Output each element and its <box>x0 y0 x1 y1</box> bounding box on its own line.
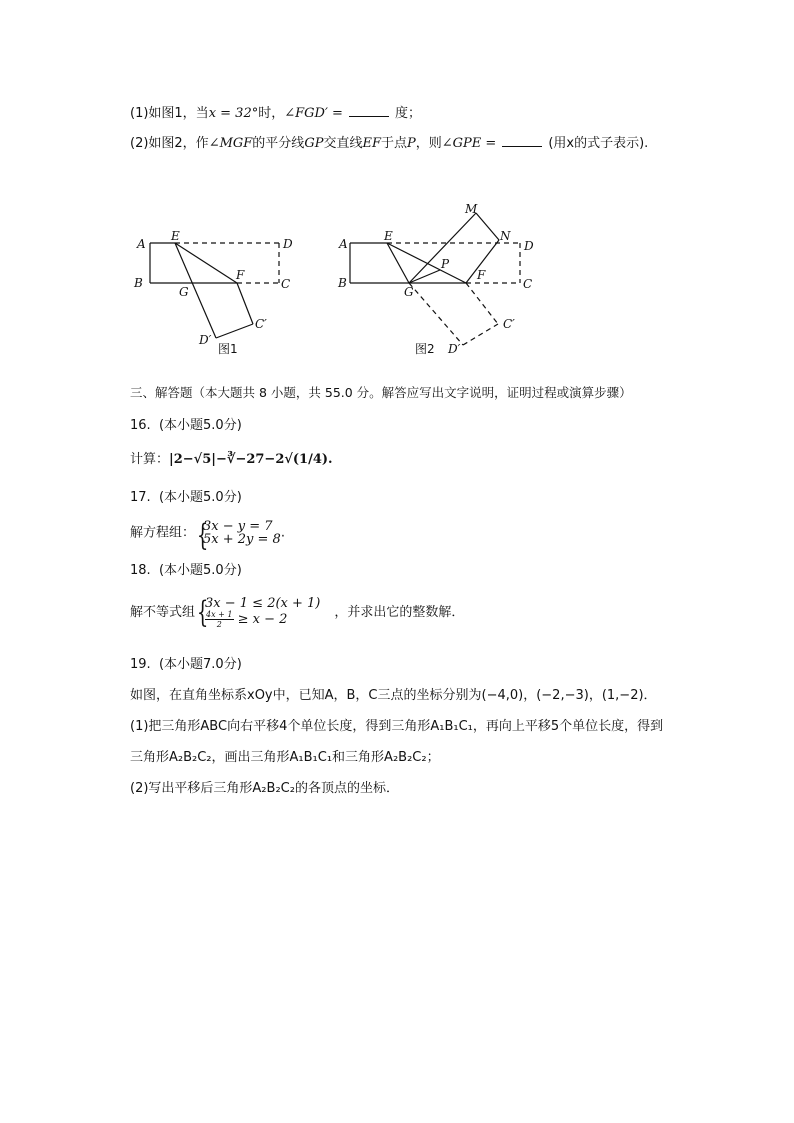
answer-blank-2[interactable] <box>502 134 542 147</box>
answer-blank-1[interactable] <box>349 104 389 117</box>
fig1-label-cprime: C′ <box>255 317 267 331</box>
fig1-label-a: A <box>137 237 146 251</box>
q1-prefix: (1)如图1，当 <box>130 106 209 121</box>
q18-system <box>195 597 320 629</box>
q2-mid4: ，则 <box>415 136 442 151</box>
q2-mid1: 的平分线 <box>252 136 305 151</box>
q17-system <box>195 520 281 546</box>
q16-expression: |2−√5|−∛−27−2√(1/4). <box>169 452 333 467</box>
q18-number: 18. <box>130 563 151 578</box>
q2-angle-mgf: ∠MGF <box>208 136 253 151</box>
q2-prefix: (2)如图2，作 <box>130 136 209 151</box>
q18-fraction <box>205 610 233 629</box>
q17-eq2: 5x + 2y = 8 <box>203 532 281 547</box>
q16-number: 16. <box>130 418 151 433</box>
fig2-label-n: N <box>500 229 511 243</box>
q1-angle: ∠FGD′ = <box>284 106 343 121</box>
q16-score: (本小题5.0分) <box>158 418 242 433</box>
q16-prefix: 计算： <box>130 452 170 467</box>
fig2-label-e: E <box>384 229 393 243</box>
fig1-label-b: B <box>134 276 143 290</box>
q18-header <box>130 561 242 581</box>
fig2-label-f: F <box>477 268 486 282</box>
q19-line-1: 如图，在直角坐标系xOy中，已知A，B，C三点的坐标分别为(−4,0)，(−2,−3)，(1,−2)． <box>130 688 657 703</box>
q18-suffix: ，并求出它的整数解． <box>334 605 465 620</box>
q2-gp: GP <box>304 136 324 151</box>
fig2-label-dprime: D′ <box>448 342 461 356</box>
fig2-label-g: G <box>404 285 414 299</box>
figure-2 <box>350 213 520 345</box>
q19-line-3: 三角形A₂B₂C₂，画出三角形A₁B₁C₁和三角形A₂B₂C₂； <box>130 750 440 765</box>
q2-ef: EF <box>362 136 381 151</box>
q18-ineq2-rest: ≥ x − 2 <box>237 611 288 627</box>
q16-header <box>130 416 242 436</box>
fig2-label-a: A <box>339 237 348 251</box>
fig1-label-g: G <box>179 285 189 299</box>
fig1-caption: 图1 <box>218 342 238 356</box>
q17-header <box>130 488 242 508</box>
q19-score: (本小题7.0分) <box>158 657 242 672</box>
q2-angle-gpe: ∠GPE = <box>441 136 497 151</box>
q19-line-4: (2)写出平移后三角形A₂B₂C₂的各顶点的坐标． <box>130 781 399 796</box>
q1-mid: 时， <box>258 106 285 121</box>
q19-header <box>130 655 242 675</box>
q18-frac-num: 4x + 1 <box>206 609 233 619</box>
q19-line-2: (1)把三角形ABC向右平移4个单位长度，得到三角形A₁B₁C₁，再向上平移5个单位长度，得到 <box>130 719 664 734</box>
q17-prefix: 解方程组： <box>130 525 196 541</box>
fig2-label-b: B <box>338 276 347 290</box>
q18-ineq1: { 3x − 1 ≤ 2(x + 1) <box>205 595 321 611</box>
q18-body <box>130 593 464 633</box>
fig2-label-c: C <box>523 277 533 291</box>
q16-body <box>130 450 333 470</box>
fig1-label-e: E <box>171 229 180 243</box>
fig1-label-d: D <box>283 237 293 251</box>
q18-prefix: 解不等式组 <box>130 605 196 620</box>
q17-body <box>130 520 285 547</box>
fig1-label-f: F <box>236 268 245 282</box>
q1-suffix: 度； <box>394 106 421 121</box>
q2-mid2: 交直线 <box>323 136 363 151</box>
q18-frac-den: 2 <box>216 619 222 629</box>
fig2-label-p: P <box>441 257 450 271</box>
q17-number: 17. <box>130 490 151 505</box>
fig2-label-m: M <box>465 202 478 216</box>
question-part-2 <box>130 134 648 154</box>
fig1-label-c: C <box>281 277 291 291</box>
fig1-label-dprime: D′ <box>199 333 212 347</box>
section-heading: 三、解答题（本大题共 8 小题，共 55.0 分。解答应写出文字说明，证明过程或演算步骤） <box>130 385 632 400</box>
q2-p: P <box>407 136 416 151</box>
fig2-label-cprime: C′ <box>503 317 515 331</box>
q17-score: (本小题5.0分) <box>158 490 242 505</box>
geometry-figures <box>0 190 794 370</box>
question-part-1 <box>130 104 421 124</box>
q17-eq1: { 3x − y = 7 <box>203 519 273 534</box>
q2-suffix: (用x的式子表示). <box>548 136 649 151</box>
q18-score: (本小题5.0分) <box>158 563 242 578</box>
fig2-caption: 图2 <box>415 342 435 356</box>
q2-mid3: 于点 <box>380 136 407 151</box>
q1-math: x = 32° <box>208 106 259 121</box>
q17-end: . <box>280 525 285 541</box>
fig2-label-d: D <box>524 239 534 253</box>
q19-number: 19. <box>130 657 151 672</box>
